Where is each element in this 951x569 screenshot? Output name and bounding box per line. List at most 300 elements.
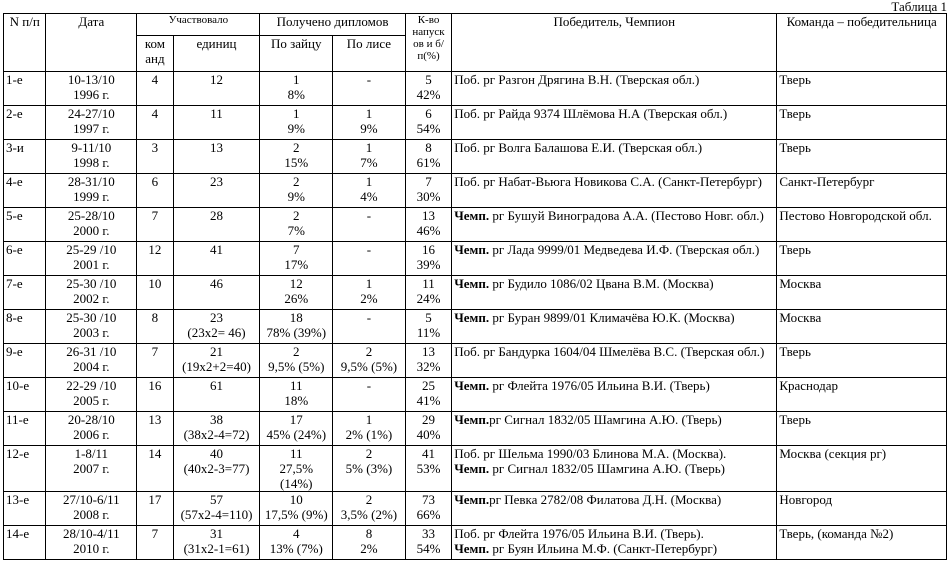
header-participated: Участвовало xyxy=(137,14,260,36)
cell-releases xyxy=(405,174,451,208)
cell-hare xyxy=(260,72,333,106)
cell-fox-line: 1 xyxy=(365,412,373,427)
cell-fox-line: 7% xyxy=(360,155,378,170)
cell-fox xyxy=(333,412,406,446)
cell-date xyxy=(46,446,137,492)
winner-text: рг Лада 9999/01 Медведева И.Ф. (Тверская обл.) xyxy=(489,242,760,257)
cell-releases-line: 8 xyxy=(425,140,432,155)
cell-date xyxy=(46,344,137,378)
cell-num-line: 8-е xyxy=(6,310,23,325)
cell-teams-line: 7 xyxy=(151,526,159,541)
winner-line xyxy=(454,446,774,461)
cell-teams xyxy=(137,276,173,310)
winner-text: рг Буран 9899/01 Климачёва Ю.К. (Москва) xyxy=(489,310,735,325)
cell-fox-line: 3,5% (2%) xyxy=(340,507,398,522)
cell-date-line: 28/10-4/11 xyxy=(63,526,120,541)
header-units: единиц xyxy=(173,36,260,72)
cell-team-line: Тверь xyxy=(779,106,811,121)
cell-winner xyxy=(452,174,777,208)
cell-fox-line: 1 xyxy=(365,140,373,155)
cell-hare-line: 1 xyxy=(293,72,300,87)
header-releases: К-во напуск ов и б/п(%) xyxy=(405,14,451,72)
cell-units-line: 28 xyxy=(210,208,223,223)
table-row xyxy=(4,378,947,412)
cell-date-line: 1998 г. xyxy=(73,155,110,170)
cell-units xyxy=(173,242,260,276)
cell-date-line: 25-28/10 xyxy=(67,208,115,223)
cell-releases xyxy=(405,378,451,412)
cell-num xyxy=(4,276,46,310)
cell-teams-line: 7 xyxy=(151,344,159,359)
cell-num xyxy=(4,242,46,276)
cell-units-line: 13 xyxy=(210,140,223,155)
cell-releases-line: 46% xyxy=(416,223,441,238)
cell-hare xyxy=(260,378,333,412)
header-teams: ком анд xyxy=(137,36,173,72)
header-team: Команда – победительница xyxy=(777,14,947,72)
cell-units xyxy=(173,492,260,526)
winner-title: Чемп. xyxy=(454,541,490,556)
cell-units xyxy=(173,276,260,310)
cell-releases-line: 11% xyxy=(416,325,441,340)
cell-team-line: Тверь xyxy=(779,344,811,359)
winner-text: рг Сигнал 1832/05 Шамгина А.Ю. (Тверь) xyxy=(489,461,725,476)
cell-teams xyxy=(137,140,173,174)
winner-line xyxy=(454,310,774,325)
cell-units xyxy=(173,378,260,412)
cell-teams-line: 8 xyxy=(151,310,159,325)
cell-hare-line: 11 xyxy=(289,378,303,393)
cell-fox xyxy=(333,526,406,560)
cell-hare-line: 12 xyxy=(289,276,303,291)
cell-units xyxy=(173,526,260,560)
cell-units-line: 21 xyxy=(210,344,223,359)
cell-date xyxy=(46,140,137,174)
cell-releases-line: 53% xyxy=(416,461,441,476)
winner-line xyxy=(454,106,774,121)
cell-team-line: Тверь xyxy=(779,140,811,155)
cell-units xyxy=(173,106,260,140)
table-caption: Таблица 1 xyxy=(891,0,947,14)
cell-units-line: (38х2-4=72) xyxy=(183,427,250,442)
cell-team-line: Санкт-Петербург xyxy=(779,174,875,189)
cell-releases-line: 42% xyxy=(416,87,441,102)
cell-teams-line: 17 xyxy=(148,492,162,507)
cell-date-line: 1997 г. xyxy=(73,121,110,136)
winner-title: Чемп. xyxy=(454,208,490,223)
cell-units-line: (57х2-4=110) xyxy=(180,507,253,522)
cell-teams xyxy=(137,72,173,106)
cell-num-line: 7-е xyxy=(6,276,23,291)
cell-date-line: 9-11/10 xyxy=(71,140,112,155)
cell-team-line: Пестово Новгородской обл. xyxy=(779,208,932,223)
cell-winner xyxy=(452,378,777,412)
cell-teams xyxy=(137,344,173,378)
winner-title: Чемп. xyxy=(454,412,490,427)
cell-hare-line: 7 xyxy=(293,242,300,257)
cell-units xyxy=(173,174,260,208)
cell-num xyxy=(4,72,46,106)
header-num: N п/п xyxy=(4,14,46,72)
cell-hare-line: 7% xyxy=(287,223,305,238)
cell-releases-line: 32% xyxy=(416,359,441,374)
cell-units-line: 61 xyxy=(210,378,223,393)
winner-text: рг Певка 2782/08 Филатова Д.Н. (Москва) xyxy=(489,492,722,507)
cell-team xyxy=(777,446,947,492)
cell-releases-line: 39% xyxy=(416,257,441,272)
cell-date xyxy=(46,106,137,140)
cell-num xyxy=(4,526,46,560)
cell-releases xyxy=(405,140,451,174)
winner-line xyxy=(454,344,774,359)
cell-hare-line: 26% xyxy=(284,291,309,306)
cell-num-line: 2-е xyxy=(6,106,23,121)
cell-num xyxy=(4,140,46,174)
cell-hare xyxy=(260,344,333,378)
cell-releases xyxy=(405,526,451,560)
cell-fox-line: - xyxy=(366,72,372,87)
winner-line xyxy=(454,242,774,257)
winner-text: рг Бушуй Виноградова А.А. (Пестово Новг. обл.) xyxy=(489,208,764,223)
winner-title: Чемп. xyxy=(454,242,490,257)
cell-units-line: (23х2= 46) xyxy=(187,325,246,340)
cell-releases-line: 29 xyxy=(422,412,436,427)
header-date: Дата xyxy=(46,14,137,72)
cell-releases-line: 11 xyxy=(422,276,435,291)
results-table xyxy=(3,13,947,560)
cell-fox-line: 8 xyxy=(365,526,373,541)
cell-team xyxy=(777,174,947,208)
cell-releases-line: 41% xyxy=(416,393,441,408)
table-row xyxy=(4,492,947,526)
cell-date-line: 1996 г. xyxy=(73,87,110,102)
cell-hare-line: 15% xyxy=(284,155,309,170)
cell-date-line: 1999 г. xyxy=(73,189,110,204)
cell-releases xyxy=(405,492,451,526)
cell-teams xyxy=(137,208,173,242)
winner-text: рг Буян Ильина М.Ф. (Санкт-Петербург) xyxy=(489,541,718,556)
cell-releases xyxy=(405,106,451,140)
cell-winner xyxy=(452,276,777,310)
cell-num-line: 13-е xyxy=(6,492,30,507)
cell-winner xyxy=(452,140,777,174)
cell-winner xyxy=(452,208,777,242)
table-row xyxy=(4,72,947,106)
table-row xyxy=(4,174,947,208)
cell-teams xyxy=(137,412,173,446)
cell-releases-line: 66% xyxy=(416,507,441,522)
cell-fox-line: 9,5% (5%) xyxy=(340,359,398,374)
cell-fox-line: - xyxy=(366,208,372,223)
cell-hare-line: 8% xyxy=(287,87,305,102)
cell-fox-line: 2% xyxy=(360,541,378,556)
cell-hare-line: 17,5% (9%) xyxy=(264,507,328,522)
cell-team-line: Краснодар xyxy=(779,378,839,393)
cell-releases-line: 33 xyxy=(422,526,436,541)
cell-team xyxy=(777,412,947,446)
cell-num xyxy=(4,344,46,378)
winner-line xyxy=(454,276,774,291)
winner-text: рг Сигнал 1832/05 Шамгина А.Ю. (Тверь) xyxy=(489,412,722,427)
cell-date-line: 2007 г. xyxy=(73,461,110,476)
cell-team xyxy=(777,310,947,344)
cell-date xyxy=(46,310,137,344)
cell-winner xyxy=(452,72,777,106)
cell-fox xyxy=(333,310,406,344)
cell-date-line: 2005 г. xyxy=(73,393,110,408)
winner-title: Чемп. xyxy=(454,492,490,507)
table-row xyxy=(4,526,947,560)
cell-hare-line: 18 xyxy=(289,310,303,325)
cell-units-line: 41 xyxy=(210,242,223,257)
cell-releases-line: 41 xyxy=(422,446,436,461)
winner-text: Поб. рг Шельма 1990/03 Блинова М.А. (Москва). xyxy=(454,446,727,461)
cell-units-line: (31х2-1=61) xyxy=(183,541,250,556)
cell-fox-line: - xyxy=(366,242,372,257)
cell-units xyxy=(173,72,260,106)
cell-teams-line: 7 xyxy=(151,208,159,223)
cell-units xyxy=(173,446,260,492)
cell-date-line: 20-28/10 xyxy=(67,412,115,427)
cell-num-line: 9-е xyxy=(6,344,23,359)
winner-title: Чемп. xyxy=(454,276,490,291)
cell-date xyxy=(46,174,137,208)
cell-units xyxy=(173,140,260,174)
cell-date-line: 27/10-6/11 xyxy=(63,492,120,507)
cell-releases xyxy=(405,242,451,276)
cell-releases-line: 54% xyxy=(416,121,441,136)
cell-hare-line: 4 xyxy=(293,526,300,541)
cell-team xyxy=(777,492,947,526)
cell-date xyxy=(46,526,137,560)
cell-teams-line: 3 xyxy=(151,140,159,155)
cell-units-line: 12 xyxy=(210,72,223,87)
header-diplomas: Получено дипломов xyxy=(260,14,405,36)
cell-fox xyxy=(333,106,406,140)
cell-hare-line: 9,5% (5%) xyxy=(268,359,325,374)
cell-num-line: 11-е xyxy=(6,412,29,427)
cell-hare-line: 2 xyxy=(293,174,300,189)
cell-fox xyxy=(333,492,406,526)
cell-team-line: Москва xyxy=(779,310,822,325)
cell-units-line: (40х2-3=77) xyxy=(183,461,250,476)
table-row xyxy=(4,242,947,276)
cell-num xyxy=(4,208,46,242)
cell-date-line: 22-29 /10 xyxy=(66,378,117,393)
cell-num-line: 10-е xyxy=(6,378,30,393)
cell-team-line: Тверь, (команда №2) xyxy=(779,526,894,541)
cell-releases-line: 73 xyxy=(422,492,436,507)
cell-releases-line: 13 xyxy=(422,344,436,359)
cell-fox-line: 4% xyxy=(360,189,378,204)
cell-hare-line: 27,5% (14%) xyxy=(279,461,314,491)
cell-team-line: Тверь xyxy=(779,72,811,87)
cell-fox-line: 9% xyxy=(360,121,378,136)
cell-date-line: 25-30 /10 xyxy=(66,310,117,325)
winner-line xyxy=(454,412,774,427)
cell-fox-line: 2% (1%) xyxy=(345,427,393,442)
cell-hare-line: 10 xyxy=(289,492,303,507)
winner-line xyxy=(454,461,774,476)
cell-team-line: Тверь xyxy=(779,242,811,257)
cell-num xyxy=(4,310,46,344)
cell-team-line: Новгород xyxy=(779,492,833,507)
cell-fox-line: 2% xyxy=(360,291,378,306)
cell-date-line: 2004 г. xyxy=(73,359,110,374)
table-row xyxy=(4,208,947,242)
cell-team xyxy=(777,276,947,310)
cell-fox xyxy=(333,446,406,492)
cell-teams xyxy=(137,310,173,344)
cell-winner xyxy=(452,446,777,492)
cell-releases-line: 40% xyxy=(416,427,441,442)
cell-team xyxy=(777,378,947,412)
cell-teams-line: 6 xyxy=(151,174,159,189)
cell-teams xyxy=(137,242,173,276)
cell-hare xyxy=(260,446,333,492)
winner-text: Поб. рг Райда 9374 Шлёмова Н.А (Тверская обл.) xyxy=(454,106,728,121)
winner-line xyxy=(454,72,774,87)
cell-winner xyxy=(452,242,777,276)
cell-releases xyxy=(405,310,451,344)
cell-teams xyxy=(137,378,173,412)
cell-num xyxy=(4,378,46,412)
cell-releases xyxy=(405,208,451,242)
cell-hare-line: 9% xyxy=(287,189,305,204)
cell-units xyxy=(173,344,260,378)
cell-winner xyxy=(452,492,777,526)
cell-hare xyxy=(260,140,333,174)
cell-date xyxy=(46,492,137,526)
winner-line xyxy=(454,492,774,507)
cell-date-line: 28-31/10 xyxy=(67,174,115,189)
header-winner: Победитель, Чемпион xyxy=(452,14,777,72)
cell-date-line: 2001 г. xyxy=(73,257,110,272)
cell-team xyxy=(777,72,947,106)
cell-date xyxy=(46,378,137,412)
cell-teams xyxy=(137,492,173,526)
cell-date-line: 25-30 /10 xyxy=(66,276,117,291)
cell-fox-line: 1 xyxy=(365,174,373,189)
cell-teams-line: 13 xyxy=(148,412,162,427)
cell-winner xyxy=(452,106,777,140)
cell-units-line: 31 xyxy=(210,526,223,541)
cell-fox-line: 2 xyxy=(365,446,373,461)
cell-teams xyxy=(137,446,173,492)
cell-releases-line: 30% xyxy=(416,189,441,204)
cell-units-line: 46 xyxy=(210,276,223,291)
cell-fox xyxy=(333,174,406,208)
cell-winner xyxy=(452,310,777,344)
cell-fox-line: 1 xyxy=(365,106,373,121)
cell-releases-line: 7 xyxy=(425,174,432,189)
cell-units-line: 40 xyxy=(210,446,223,461)
table-row xyxy=(4,276,947,310)
cell-teams xyxy=(137,106,173,140)
cell-winner xyxy=(452,526,777,560)
cell-date-line: 2006 г. xyxy=(73,427,110,442)
cell-date xyxy=(46,242,137,276)
cell-date-line: 2003 г. xyxy=(73,325,110,340)
cell-date-line: 24-27/10 xyxy=(67,106,115,121)
table-row xyxy=(4,310,947,344)
table-row xyxy=(4,140,947,174)
cell-hare-line: 2 xyxy=(293,208,300,223)
cell-date-line: 26-31 /10 xyxy=(66,344,117,359)
cell-units-line: 38 xyxy=(210,412,223,427)
cell-num xyxy=(4,446,46,492)
table-row xyxy=(4,412,947,446)
cell-hare-line: 2 xyxy=(293,344,300,359)
cell-releases-line: 16 xyxy=(422,242,436,257)
cell-hare-line: 17 xyxy=(289,412,303,427)
winner-line xyxy=(454,140,774,155)
cell-units-line: (19х2+2=40) xyxy=(182,359,251,374)
cell-hare-line: 18% xyxy=(284,393,309,408)
cell-fox xyxy=(333,378,406,412)
cell-releases-line: 13 xyxy=(422,208,436,223)
cell-winner xyxy=(452,344,777,378)
cell-teams-line: 10 xyxy=(148,276,162,291)
cell-num-line: 12-е xyxy=(6,446,30,461)
table-row xyxy=(4,446,947,492)
cell-team xyxy=(777,526,947,560)
cell-num xyxy=(4,412,46,446)
header-hare: По зайцу xyxy=(260,36,333,72)
winner-text: Поб. рг Волга Балашова Е.И. (Тверская обл.) xyxy=(454,140,703,155)
cell-releases-line: 54% xyxy=(416,541,441,556)
winner-text: Поб. рг Набат-Вьюга Новикова С.А. (Санкт-Петербург) xyxy=(454,174,762,189)
cell-hare-line: 78% (39%) xyxy=(266,325,327,340)
cell-num-line: 3-и xyxy=(6,140,24,155)
cell-hare-line: 11 xyxy=(289,446,303,461)
cell-date-line: 2008 г. xyxy=(73,507,110,522)
cell-hare xyxy=(260,174,333,208)
cell-fox-line: 2 xyxy=(365,492,373,507)
cell-fox xyxy=(333,140,406,174)
cell-date xyxy=(46,412,137,446)
cell-fox-line: - xyxy=(366,378,372,393)
cell-releases xyxy=(405,344,451,378)
cell-hare-line: 1 xyxy=(293,106,300,121)
cell-team xyxy=(777,344,947,378)
winner-text: Поб. рг Разгон Дрягина В.Н. (Тверская обл.) xyxy=(454,72,700,87)
cell-num xyxy=(4,106,46,140)
winner-line xyxy=(454,208,774,223)
cell-units-line: 23 xyxy=(210,174,223,189)
winner-line xyxy=(454,541,774,556)
cell-team xyxy=(777,242,947,276)
cell-releases xyxy=(405,412,451,446)
cell-date xyxy=(46,72,137,106)
cell-hare xyxy=(260,412,333,446)
cell-hare xyxy=(260,242,333,276)
winner-title: Чемп. xyxy=(454,378,490,393)
cell-date xyxy=(46,208,137,242)
cell-fox-line: 1 xyxy=(365,276,373,291)
cell-releases-line: 25 xyxy=(422,378,436,393)
cell-units xyxy=(173,310,260,344)
cell-hare xyxy=(260,106,333,140)
cell-units xyxy=(173,208,260,242)
cell-hare-line: 9% xyxy=(287,121,305,136)
cell-fox-line: 2 xyxy=(365,344,373,359)
cell-date-line: 2002 г. xyxy=(73,291,110,306)
cell-units-line: 23 xyxy=(210,310,223,325)
cell-fox xyxy=(333,72,406,106)
cell-releases-line: 5 xyxy=(425,72,432,87)
header-fox: По лисе xyxy=(333,36,406,72)
